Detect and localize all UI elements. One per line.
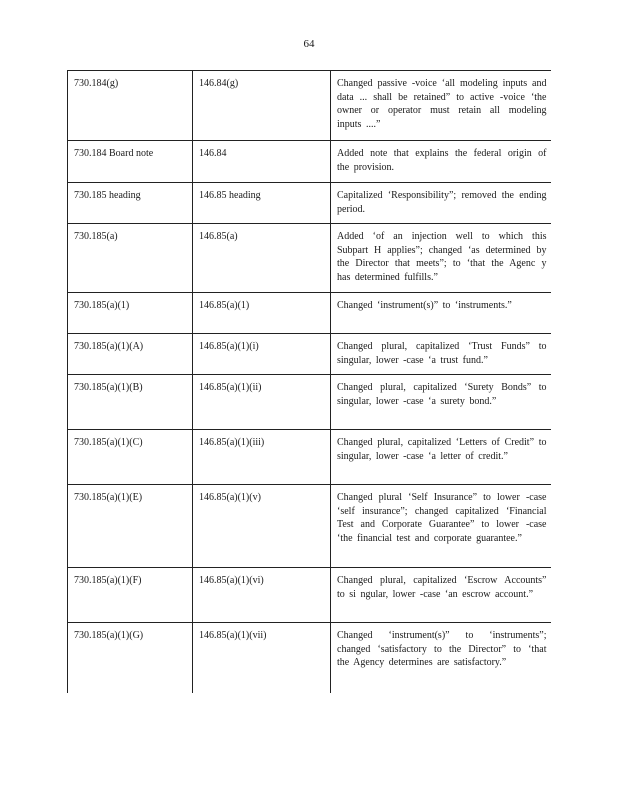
old-section-cell: 730.185(a)(1)(F) — [68, 568, 193, 623]
old-section-cell: 730.185 heading — [68, 183, 193, 224]
table-row — [68, 568, 551, 623]
table-row — [68, 334, 551, 375]
new-section-cell: 146.85(a)(1)(i) — [193, 334, 331, 375]
table-row — [68, 71, 551, 141]
table-row — [68, 224, 551, 293]
table-row — [68, 623, 551, 693]
table-row — [68, 430, 551, 485]
old-section-cell: 730.185(a) — [68, 224, 193, 293]
old-section-cell: 730.185(a)(1)(E) — [68, 485, 193, 568]
description-cell: Added ‘of an injection well to which this Subpart H applies”; changed ‘as determined by the Director that meets”; to ‘that the Agenc y has determined fulfills.” — [331, 224, 551, 293]
new-section-cell: 146.85(a)(1)(ii) — [193, 375, 331, 430]
new-section-cell: 146.85(a)(1)(vii) — [193, 623, 331, 693]
description-cell: Changed ‘instrument(s)” to ‘instruments”; changed ‘satisfactory to the Director” to ‘that the Agency determines are satisfactory.” — [331, 623, 551, 693]
new-section-cell: 146.85(a)(1) — [193, 293, 331, 334]
table-row — [68, 183, 551, 224]
old-section-cell: 730.185(a)(1)(G) — [68, 623, 193, 693]
old-section-cell: 730.185(a)(1)(B) — [68, 375, 193, 430]
old-section-cell: 730.184 Board note — [68, 141, 193, 183]
description-cell: Changed ‘instrument(s)” to ‘instruments.” — [331, 293, 551, 334]
page-number: 64 — [303, 38, 315, 50]
table-row — [68, 141, 551, 183]
table-row — [68, 375, 551, 430]
table-row — [68, 293, 551, 334]
description-cell: Changed passive -voice ‘all modeling inputs and data ... shall be retained” to active -voice ‘the owner or operator must retain all modeling inputs ....” — [331, 71, 551, 141]
new-section-cell: 146.85(a)(1)(vi) — [193, 568, 331, 623]
description-cell: Changed plural ‘Self Insurance” to lower -case ‘self insurance”; changed capitalized ‘Financial Test and Corporate Guarantee” to lower -case ‘the financial test and corporate guarantee.” — [331, 485, 551, 568]
old-section-cell: 730.185(a)(1) — [68, 293, 193, 334]
description-cell: Capitalized ‘Responsibility”; removed the ending period. — [331, 183, 551, 224]
old-section-cell: 730.184(g) — [68, 71, 193, 141]
new-section-cell: 146.84(g) — [193, 71, 331, 141]
new-section-cell: 146.85 heading — [193, 183, 331, 224]
new-section-cell: 146.85(a)(1)(iii) — [193, 430, 331, 485]
section-crosswalk-table — [67, 70, 551, 693]
table-row — [68, 485, 551, 568]
new-section-cell: 146.85(a) — [193, 224, 331, 293]
description-cell: Changed plural, capitalized ‘Escrow Accounts” to si ngular, lower -case ‘an escrow account.” — [331, 568, 551, 623]
description-cell: Changed plural, capitalized ‘Surety Bonds” to singular, lower -case ‘a surety bond.” — [331, 375, 551, 430]
new-section-cell: 146.85(a)(1)(v) — [193, 485, 331, 568]
description-cell: Changed plural, capitalized ‘Letters of Credit” to singular, lower -case ‘a letter of credit.” — [331, 430, 551, 485]
description-cell: Changed plural, capitalized ‘Trust Funds” to singular, lower -case ‘a trust fund.” — [331, 334, 551, 375]
old-section-cell: 730.185(a)(1)(A) — [68, 334, 193, 375]
new-section-cell: 146.84 — [193, 141, 331, 183]
old-section-cell: 730.185(a)(1)(C) — [68, 430, 193, 485]
description-cell: Added note that explains the federal origin of the provision. — [331, 141, 551, 183]
